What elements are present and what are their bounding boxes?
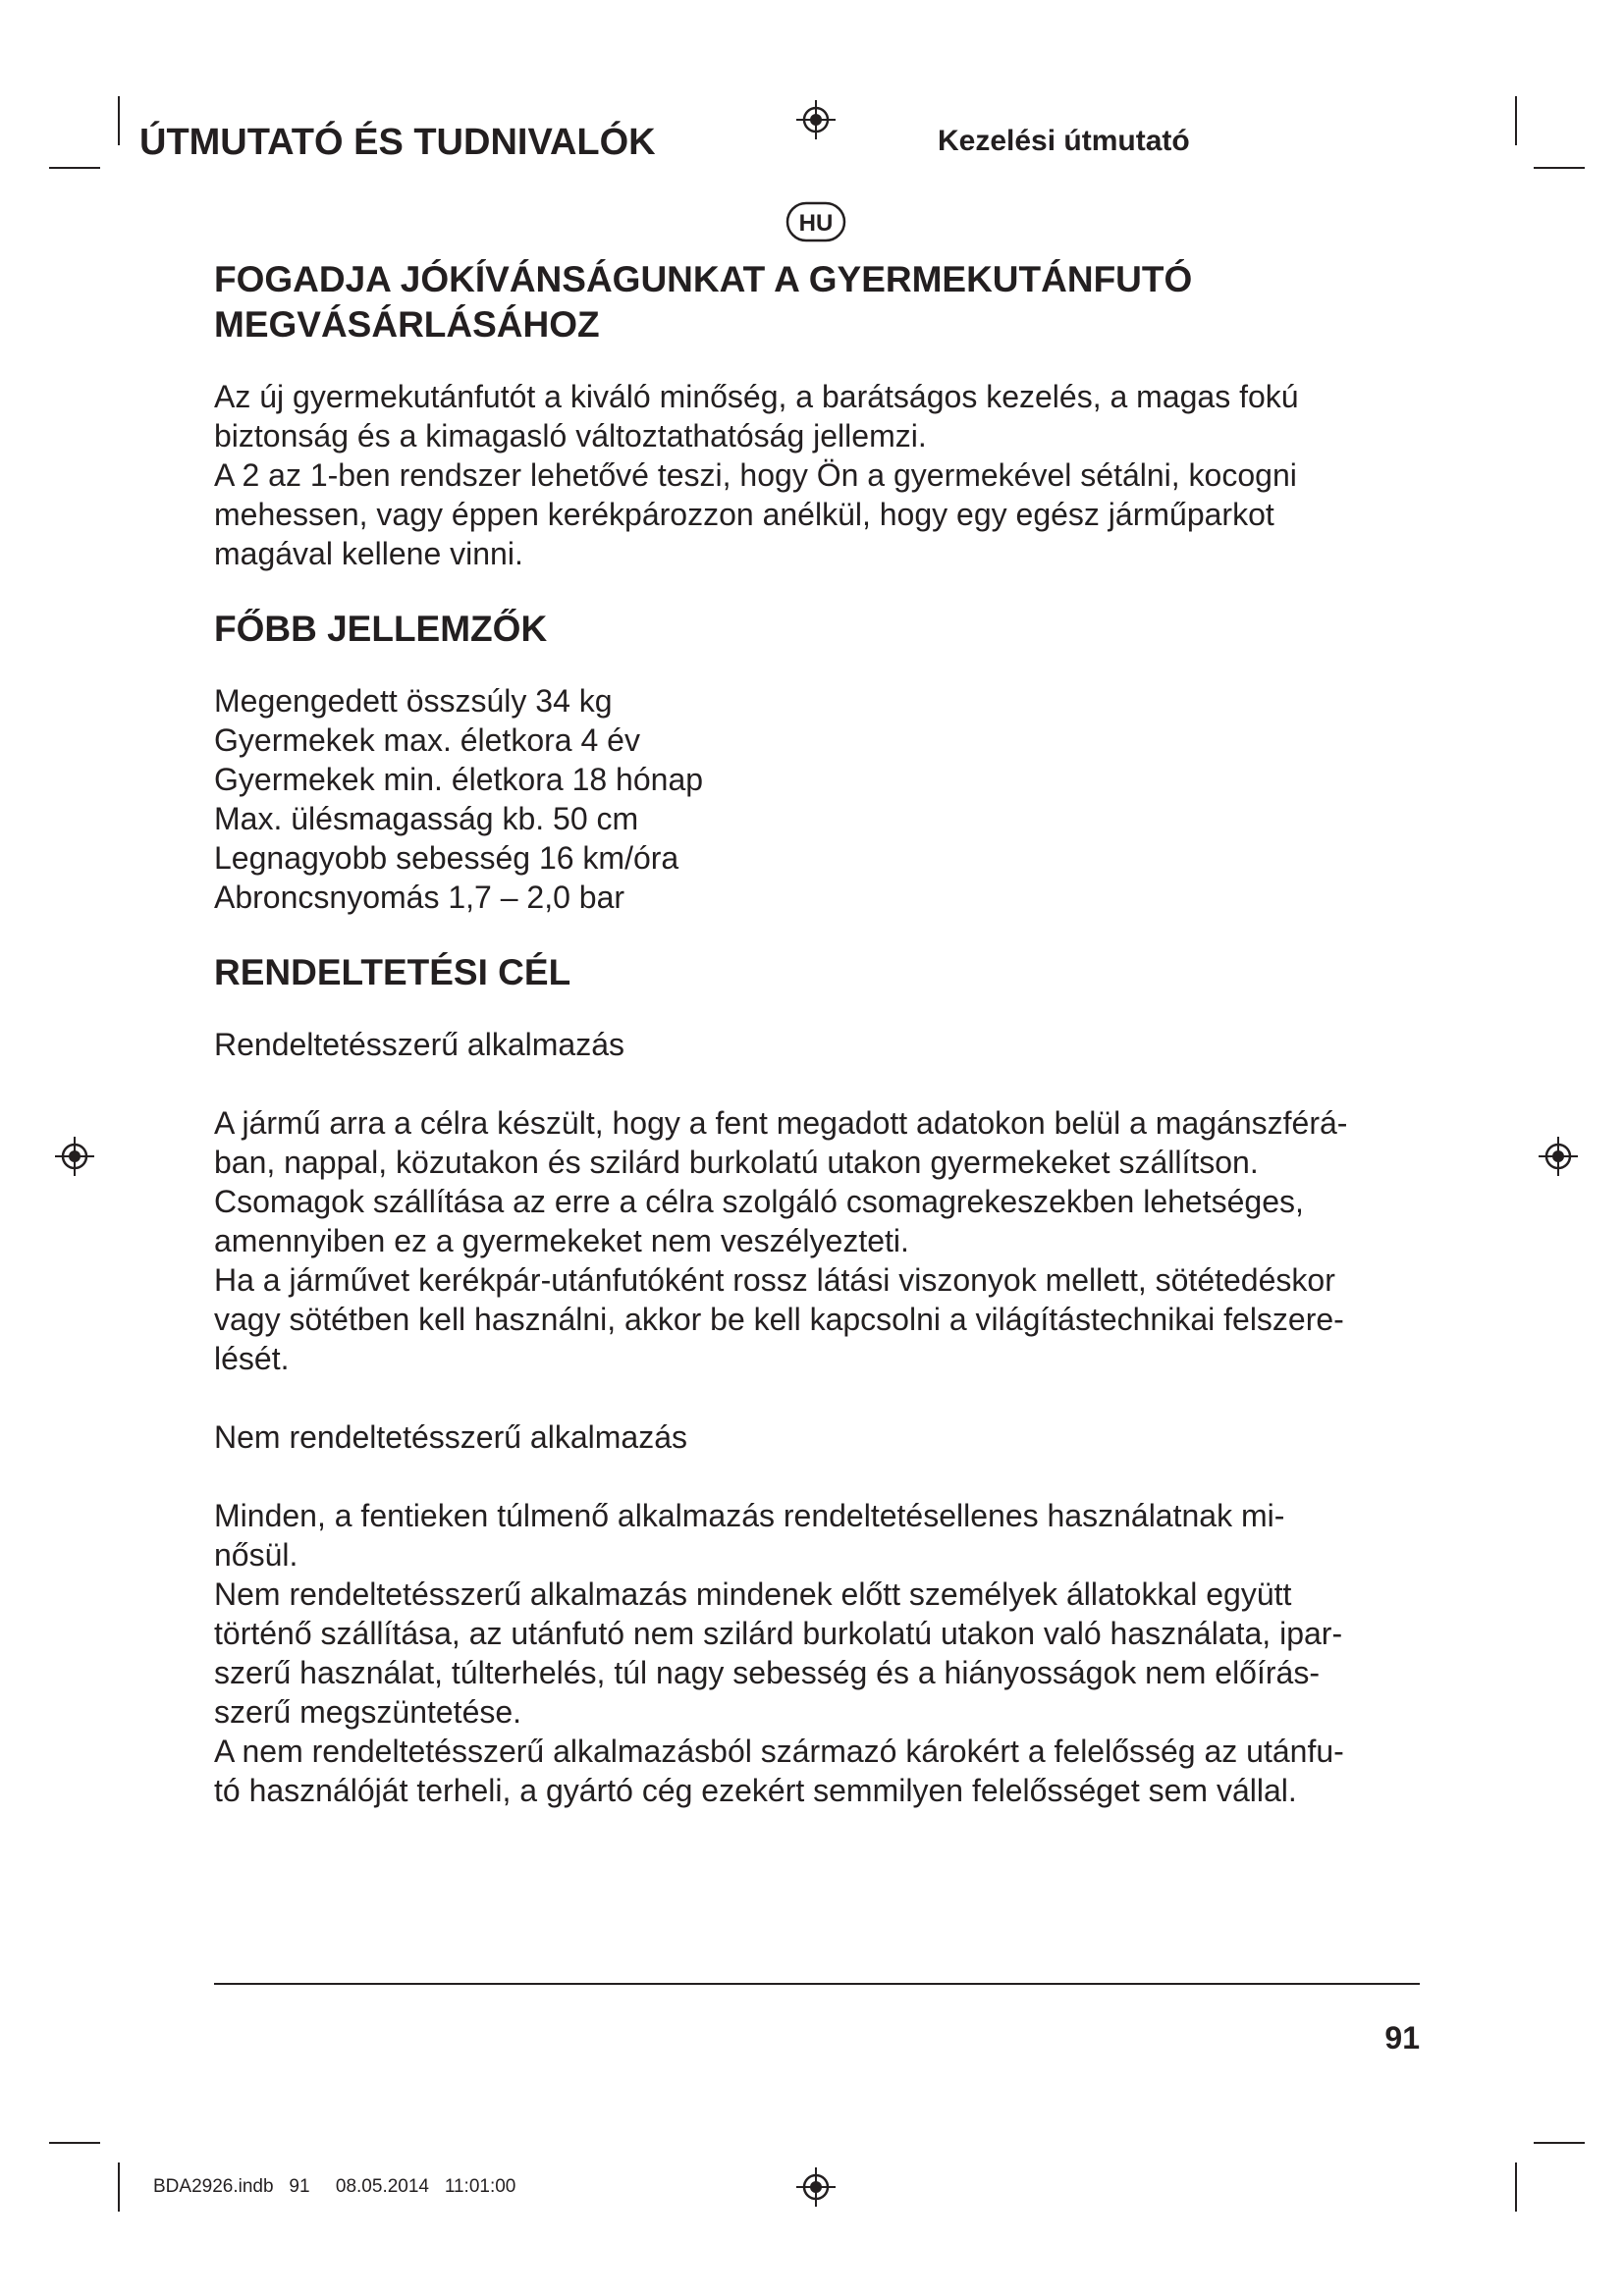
crop-mark: [118, 2163, 120, 2212]
text-line: tó használóját terheli, a gyártó cég ezekért semmilyen felelősséget sem vállal.: [214, 1773, 1297, 1808]
registration-mark-icon: [53, 1135, 96, 1178]
registration-mark-icon: [1537, 1135, 1580, 1178]
text-line: Nem rendeltetésszerű alkalmazás mindenek előtt személyek állatokkal együtt: [214, 1576, 1292, 1612]
intro-paragraph: [214, 377, 1422, 573]
text-line: szerű megszüntetése.: [214, 1694, 522, 1730]
text-line: lését.: [214, 1341, 290, 1376]
header-subtitle: Kezelési útmutató: [938, 125, 1190, 157]
registration-mark-icon: [794, 2165, 838, 2209]
registration-mark-icon: [794, 98, 838, 141]
spec-item: Gyermekek max. életkora 4 év: [214, 722, 640, 758]
crop-mark: [49, 167, 100, 169]
text-line: Ha a járművet kerékpár-utánfutóként rossz látási viszonyok mellett, sötétedéskor: [214, 1262, 1335, 1298]
text-line: szerű használat, túlterhelés, túl nagy sebesség és a hiányosságok nem előírás-: [214, 1655, 1320, 1690]
text-line: A 2 az 1-ben rendszer lehetővé teszi, hogy Ön a gyermekével sétálni, kocogni: [214, 457, 1297, 493]
text-line: A jármű arra a célra készült, hogy a fent megadott adatokon belül a magánszférá-: [214, 1105, 1348, 1141]
spec-item: Gyermekek min. életkora 18 hónap: [214, 762, 704, 797]
text-line: magával kellene vinni.: [214, 536, 523, 571]
document-body: [214, 257, 1422, 1810]
crop-mark: [1534, 2142, 1585, 2144]
spec-item: Max. ülésmagasság kb. 50 cm: [214, 801, 639, 836]
print-slug: BDA2926.indb 91 08.05.2014 11:01:00: [153, 2176, 516, 2197]
text-line: ban, nappal, közutakon és szilárd burkolatú utakon gyermekeket szállítson.: [214, 1145, 1259, 1180]
section-heading-features: FŐBB JELLEMZŐK: [214, 609, 548, 649]
section-heading-welcome: [214, 257, 1422, 347]
subheading-intended-use: Rendeltetésszerű alkalmazás: [214, 1027, 624, 1062]
text-line: biztonság és a kimagasló változtathatóság jellemzi.: [214, 418, 927, 454]
header-title: ÚTMUTATÓ ÉS TUDNIVALÓK: [139, 122, 656, 163]
spec-item: Abroncsnyomás 1,7 – 2,0 bar: [214, 880, 625, 915]
crop-mark: [1534, 167, 1585, 169]
text-line: nősül.: [214, 1537, 298, 1573]
text-line: vagy sötétben kell használni, akkor be kell kapcsolni a világítástechnikai felszere-: [214, 1302, 1344, 1337]
spec-item: Legnagyobb sebesség 16 km/óra: [214, 840, 679, 876]
crop-mark: [118, 96, 120, 145]
crop-mark: [1515, 96, 1517, 145]
language-badge-label: HU: [798, 210, 834, 237]
text-line: amennyiben ez a gyermekeket nem veszélyezteti.: [214, 1223, 909, 1258]
text-line: Csomagok szállítása az erre a célra szolgáló csomagrekeszekben lehetséges,: [214, 1184, 1304, 1219]
text-line: mehessen, vagy éppen kerékpározzon anélkül, hogy egy egész járműparkot: [214, 497, 1274, 532]
spec-item: Megengedett összsúly 34 kg: [214, 683, 613, 719]
text-line: történő szállítása, az utánfutó nem szilárd burkolatú utakon való használata, ipar-: [214, 1616, 1343, 1651]
text-line: Az új gyermekutánfutót a kiváló minőség, a barátságos kezelés, a magas fokú: [214, 379, 1299, 414]
footer-divider: [214, 1983, 1420, 1985]
misuse-paragraph: [214, 1496, 1422, 1810]
language-badge: [785, 201, 846, 242]
page-number: 91: [1384, 2020, 1420, 2056]
heading-line: MEGVÁSÁRLÁSÁHOZ: [214, 304, 600, 345]
subheading-misuse: Nem rendeltetésszerű alkalmazás: [214, 1419, 687, 1455]
text-line: Minden, a fentieken túlmenő alkalmazás rendeltetésellenes használatnak mi-: [214, 1498, 1285, 1533]
section-heading-purpose: RENDELTETÉSI CÉL: [214, 952, 571, 992]
crop-mark: [1515, 2163, 1517, 2212]
crop-mark: [49, 2142, 100, 2144]
text-line: A nem rendeltetésszerű alkalmazásból származó károkért a felelősség az utánfu-: [214, 1734, 1344, 1769]
intended-use-paragraph: [214, 1103, 1422, 1378]
spec-list: [214, 681, 1422, 917]
heading-line: FOGADJA JÓKÍVÁNSÁGUNKAT A GYERMEKUTÁNFUTÓ: [214, 259, 1193, 299]
